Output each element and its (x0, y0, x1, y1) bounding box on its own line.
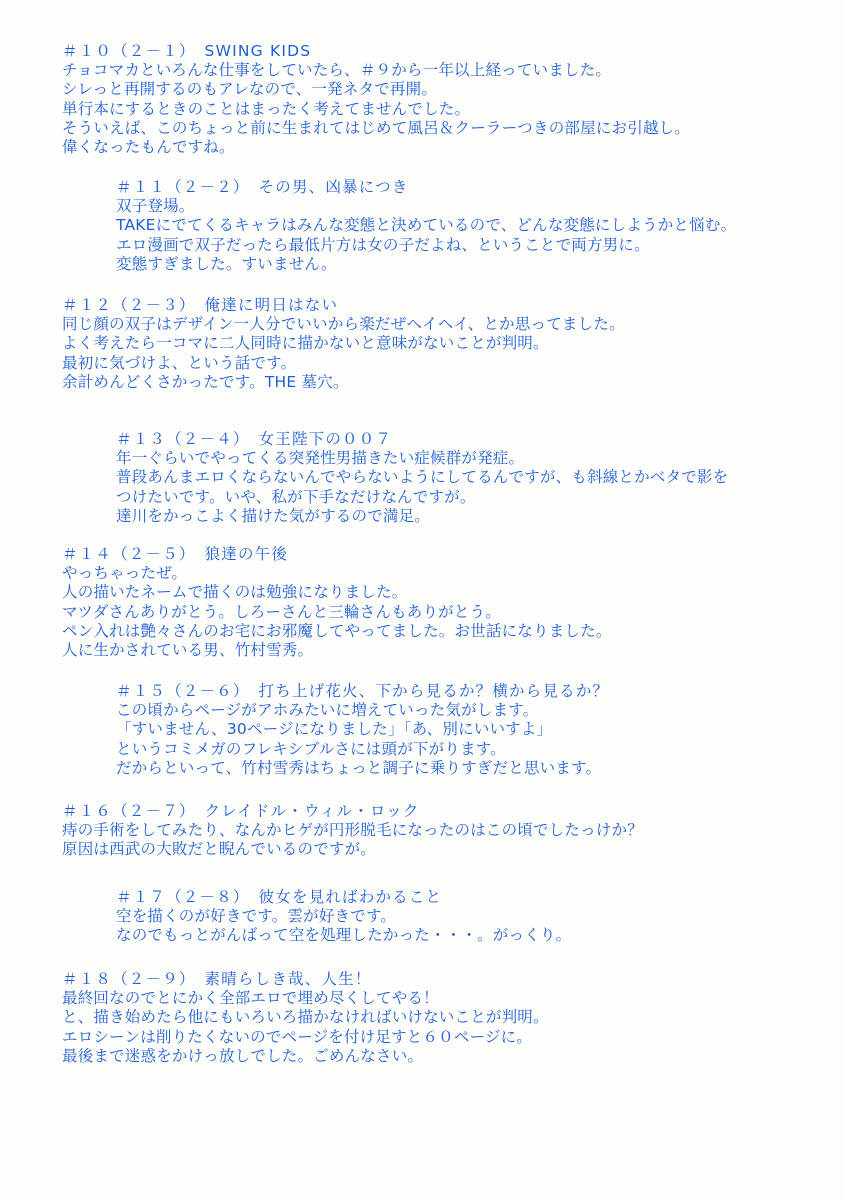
note-line: ペン入れは艶々さんのお宅にお邪魔してやってました。お世話になりました。 (62, 621, 612, 640)
chapter-note-10 (62, 42, 690, 157)
note-line: 空を描くのが好きです。雲が好きです。 (116, 907, 397, 926)
chapter-heading: ＃１５（２－６） 打ち上げ花火、下から見るか？横から見るか？ (116, 682, 610, 700)
note-line: エロ漫画で双子だったら最低片方は女の子だよね、ということで両方男に。 (116, 235, 650, 254)
chapter-heading: ＃１７（２－８） 彼女を見ればわかること (116, 888, 443, 906)
note-line: なのでもっとがんばって空を処理したかった・・・。がっくり。 (116, 926, 572, 945)
note-line: 余計めんどくさかったです。THE 墓穴。 (62, 372, 349, 391)
note-line: やっちゃったぜ。 (62, 564, 188, 583)
note-line: 痔の手術をしてみたり、なんかヒゲが円形脱毛になったのはこの頃でしたっけか？ (62, 821, 643, 840)
note-line: シレっと再開するのもアレなので、一発ネタで再開。 (62, 80, 438, 99)
note-line: というコミメガのフレキシブルさには頭が下がります。 (116, 739, 506, 758)
chapter-heading: ＃１６（２－７） クレイドル・ウィル・ロック (62, 802, 420, 820)
note-line: この頃からページがアホみたいに増えていった気がします。 (116, 701, 539, 720)
chapter-heading: ＃１３（２－４） 女王陛下の００７ (116, 430, 393, 448)
note-line: 年一ぐらいでやってくる突発性男描きたい症候群が発症。 (116, 449, 525, 468)
note-line: 最終回なのでとにかく全部エロで埋め尽くしてやる！ (62, 989, 439, 1008)
chapter-note-12 (62, 296, 625, 392)
note-line: 達川をかっこよく描けた気がするので満足。 (116, 506, 431, 525)
note-line: 原因は西武の大敗だと睨んでいるのですが。 (62, 840, 377, 859)
note-line: 変態すぎました。すいません。 (116, 254, 337, 273)
chapter-heading: ＃１１（２－２） その男、凶暴につき (116, 178, 409, 196)
chapter-heading: ＃１０（２－１） SWING KIDS (62, 42, 312, 60)
chapter-heading: ＃１４（２－５） 狼達の午後 (62, 545, 289, 563)
chapter-note-16 (62, 802, 643, 860)
note-line: 最初に気づけよ、という話です。 (62, 353, 297, 372)
chapter-note-18 (62, 970, 549, 1066)
note-line: 双子登場。 (116, 197, 195, 216)
note-line: つけたいです。いや、私が下手なだけなんですが。 (116, 487, 476, 506)
chapter-heading: ＃１８（２－９） 素晴らしき哉、人生！ (62, 970, 372, 988)
chapter-note-11 (116, 178, 736, 274)
chapter-heading: ＃１２（２－３） 俺達に明日はない (62, 296, 339, 314)
note-line: よく考えたら一コマに二人同時に描かないと意味がないことが判明。 (62, 334, 549, 353)
note-line: TAKEにでてくるキャラはみんな変態と決めているので、どんな変態にしようかと悩む。 (116, 216, 737, 235)
chapter-note-14 (62, 545, 612, 660)
note-line: チョコマカといろんな仕事をしていたら、＃９から一年以上経っていました。 (62, 61, 612, 80)
note-line: 人に生かされている男、竹村雪秀。 (62, 640, 314, 659)
note-line: 最後まで迷惑をかけっ放しでした。ごめんなさい。 (62, 1046, 424, 1065)
note-line: 偉くなったもんですね。 (62, 137, 235, 156)
note-line: だからといって、竹村雪秀はちょっと調子に乗りすぎだと思います。 (116, 758, 602, 777)
note-line: エロシーンは削りたくないのでページを付け足すと６０ページに。 (62, 1027, 533, 1046)
chapter-note-13 (116, 430, 728, 526)
note-line: と、描き始めたら他にもいろいろ描かなければいけないことが判明。 (62, 1008, 549, 1027)
note-line: 人の描いたネームで描くのは勉強になりました。 (62, 583, 408, 602)
note-line: マツダさんありがとう。しろーさんと三輪さんもありがとう。 (62, 602, 501, 621)
note-line: 普段あんまエロくならないんでやらないようにしてるんですが、も斜線とかベタで影を (116, 468, 729, 487)
chapter-note-15 (116, 682, 609, 778)
note-line: 単行本にするときのことはまったく考えてませんでした。 (62, 99, 471, 118)
note-line: 同じ顔の双子はデザイン一人分でいいから楽だぜヘイヘイ、とか思ってました。 (62, 315, 625, 334)
note-line: 「すいません、30ページになりました」「あ、別にいいすよ」 (116, 720, 553, 739)
note-line: そういえば、このちょっと前に生まれてはじめて風呂＆クーラーつきの部屋にお引越し。 (62, 118, 691, 137)
chapter-note-17 (116, 888, 571, 946)
